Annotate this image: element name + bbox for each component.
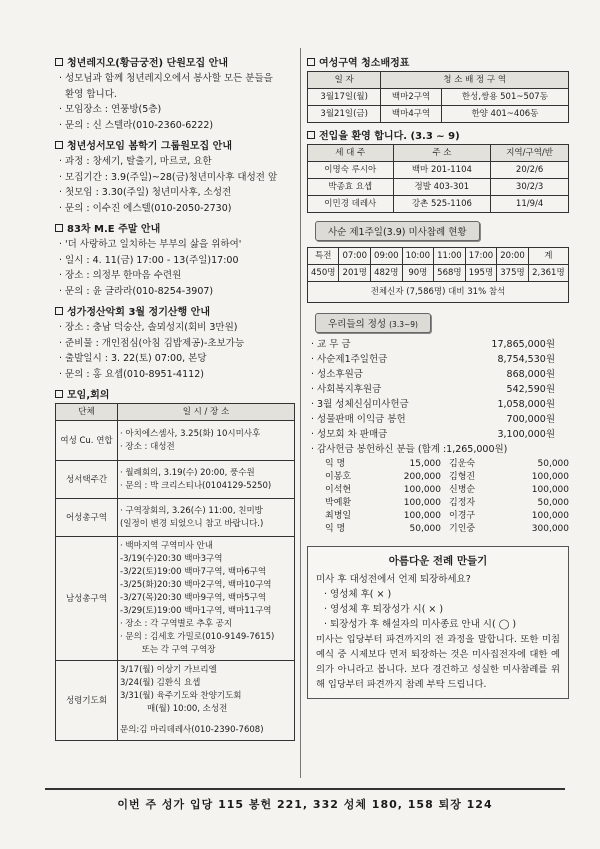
table-cell: 강촌 525-1106 xyxy=(393,196,491,213)
liturgy-option: · 영성체 후( × ) xyxy=(324,588,392,600)
donor-name: 이봉호 xyxy=(325,471,352,482)
text-line: · 문의 : 이수진 에스텔(010-2050-2730) xyxy=(59,202,232,214)
schedule-line: 3/31(월) 육주기도와 찬양기도회 xyxy=(120,691,242,701)
donor-amount: 100,000 xyxy=(531,471,569,482)
offering-label: · 성모회 차 판매금 xyxy=(311,429,388,440)
count-cell: 90명 xyxy=(402,265,434,282)
text-line: · 모임장소 : 연풍방(5층) xyxy=(59,104,162,115)
table-header: 청 소 배 정 구 역 xyxy=(381,72,569,89)
table-row xyxy=(308,196,569,213)
donor-name: 박예환 xyxy=(325,497,352,508)
schedule-line: 문의:김 마리데레사(010-2390-7608) xyxy=(120,725,264,735)
text-line: · 첫모임 : 3.30(주일) 청년미사후, 소성전 xyxy=(59,187,232,198)
table-cell: 정발 403-301 xyxy=(393,179,491,196)
text-line: · '더 사랑하고 일치하는 부부의 삶을 위하여' xyxy=(59,239,242,250)
group-cell: 남성총구역 xyxy=(56,537,118,661)
donor-name: 이석현 xyxy=(325,484,352,495)
cleaning-table xyxy=(307,71,569,123)
table-row xyxy=(56,661,295,741)
count-cell: 201명 xyxy=(339,265,371,282)
text-line: · 문의 : 신 스텔라(010-2360-6222) xyxy=(59,119,214,131)
donor-name: 김형진 xyxy=(449,471,476,482)
offering-label: · 교 무 금 xyxy=(311,339,351,350)
section-title: 청년레지오(황금궁전) 단원모집 안내 xyxy=(67,58,229,69)
text-line: · 출발일시 : 3. 22(토) 07:00, 본당 xyxy=(59,353,207,364)
offering-amount: 3,100,000원 xyxy=(497,429,555,440)
offering-label: · 3월 성체신심미사헌금 xyxy=(311,399,409,410)
liturgy-paragraph: 미사는 입당부터 파견까지의 전 과정을 말합니다. 또한 미침예식 중 시제보다 먼저 퇴장하는 것은 미사집전자에 대한 예의가 아니라고 봅니다. 보다 경건하고 성실한 미사참례를 위해 입당부터 파견까지 참례 부탁 드립니다. xyxy=(316,633,560,690)
schedule-line: · 월례회의, 3.19(수) 20:00, 풍수원 xyxy=(120,467,255,478)
group-cell: 성령기도회 xyxy=(56,661,118,741)
donor-amount: 50,000 xyxy=(537,497,569,508)
liturgy-box xyxy=(307,546,569,699)
time-header: 특전 xyxy=(308,248,339,265)
section-title: 여성구역 청소배정표 xyxy=(319,58,410,69)
table-row xyxy=(56,537,295,661)
offering-row xyxy=(307,382,569,397)
schedule-line: -3/22(토)19:00 백마7구역, 백마6구역 xyxy=(120,567,267,577)
square-bullet-icon xyxy=(55,58,63,66)
hiking-club-section xyxy=(55,303,295,382)
group-cell: 여성 Cu. 연합 xyxy=(56,421,118,461)
count-cell: 2,361명 xyxy=(528,265,568,282)
table-cell: 3월17일(월) xyxy=(308,89,381,106)
schedule-line: 또는 각 구역 구역장 xyxy=(120,645,216,655)
schedule-line: -3/27(목)20:30 백마9구역, 백마5구역 xyxy=(120,593,267,603)
offering-amount: 8,754,530원 xyxy=(497,354,555,365)
youth-legio-section xyxy=(55,54,295,133)
table-row xyxy=(308,179,569,196)
left-column xyxy=(55,50,295,741)
text-line: · 장소 : 의정부 한마음 수련원 xyxy=(59,270,182,281)
table-row xyxy=(308,106,569,123)
text-line: · 문의 : 홍 요셉(010-8951-4112) xyxy=(59,368,204,380)
offering-label: · 사회복지후원금 xyxy=(311,384,382,395)
schedule-cell xyxy=(118,537,295,661)
summary-cell: 전체신자 (7,586명) 대비 31% 참석 xyxy=(308,282,569,303)
table-header-row xyxy=(308,145,569,162)
time-header: 계 xyxy=(528,248,568,265)
offering-label: · 성소후원금 xyxy=(311,369,363,380)
offering-amount: 1,058,000원 xyxy=(497,399,555,410)
table-header: 지역/구역/반 xyxy=(491,145,569,162)
table-row xyxy=(308,89,569,106)
offerings-period: (3.3~9) xyxy=(389,320,418,329)
count-cell: 375명 xyxy=(497,265,529,282)
table-cell: 백마4구역 xyxy=(381,106,441,123)
table-cell: 이민경 데레사 xyxy=(308,196,394,213)
text-line: · 과정 : 창세기, 탈출기, 마르코, 요한 xyxy=(59,156,212,167)
donor-name: 익 명 xyxy=(325,523,346,534)
table-row xyxy=(56,499,295,537)
square-bullet-icon xyxy=(55,390,63,398)
liturgy-question: 미사 후 대성전에서 언제 퇴장하세요? xyxy=(316,573,471,585)
offering-amount: 700,000원 xyxy=(506,414,555,425)
donor-name: 김정자 xyxy=(449,497,476,508)
welcome-table xyxy=(307,144,569,213)
donor-name: 신병순 xyxy=(449,484,476,495)
square-bullet-icon xyxy=(55,141,63,149)
table-row xyxy=(308,265,569,282)
table-cell: 백마2구역 xyxy=(381,89,441,106)
schedule-line: (일정이 변경 되었으니 참고 바랍니다.) xyxy=(120,518,264,529)
offering-row xyxy=(307,412,569,427)
donor-name: 최병일 xyxy=(325,510,352,521)
donor-amount: 100,000 xyxy=(403,484,441,495)
schedule-cell xyxy=(118,661,295,741)
text-line: · 준비물 : 개인점심(아침 김밥제공)-초보가능 xyxy=(59,337,245,349)
offering-row xyxy=(307,397,569,412)
donor-amount: 100,000 xyxy=(403,510,441,521)
text-line: · 모집기간 : 3.9(주일)~28(금)청년미사후 대성전 앞 xyxy=(59,171,278,183)
offering-amount: 17,865,000원 xyxy=(491,339,555,350)
schedule-cell xyxy=(118,421,295,461)
offerings-title xyxy=(315,313,431,333)
schedule-line: · 장소 : 각 구역별로 추후 공지 xyxy=(120,619,233,629)
time-header: 10:00 xyxy=(402,248,434,265)
column-divider xyxy=(300,48,301,778)
schedule-line: · 문의 : 박 크리스티나(0104129-5250) xyxy=(120,480,272,491)
table-cell: 백마 201-1104 xyxy=(393,162,491,179)
table-row xyxy=(56,421,295,461)
group-cell: 어성총구역 xyxy=(56,499,118,537)
section-title: 성가정산악회 3월 정기산행 안내 xyxy=(67,307,210,318)
section-title: 전입을 환영 합니다. (3.3 ~ 9) xyxy=(319,131,460,142)
table-header: 단체 xyxy=(56,404,118,421)
me-weekend-section xyxy=(55,220,295,299)
square-bullet-icon xyxy=(307,58,315,66)
schedule-line: · 아치에스셈사, 3.25(화) 10시미사후 xyxy=(120,428,261,439)
table-row xyxy=(56,461,295,499)
offering-label: · 사순제1주일헌금 xyxy=(311,354,388,365)
table-header: 일 시 / 장 소 xyxy=(118,404,295,421)
donor-name: 익 명 xyxy=(325,458,346,469)
text-line: · 성모님과 함께 청년레지오에서 봉사할 모든 분들을 xyxy=(59,73,273,84)
welcome-section xyxy=(307,127,569,213)
schedule-line: 3/24(월) 김환식 요셉 xyxy=(120,678,201,688)
count-cell: 195명 xyxy=(465,265,497,282)
table-cell: 이명숙 루시아 xyxy=(308,162,394,179)
schedule-cell xyxy=(118,461,295,499)
schedule-line: · 구역장회의, 3.26(수) 11:00, 친미방 xyxy=(120,505,263,516)
time-header: 20:00 xyxy=(497,248,529,265)
section-title: 83차 M.E 주말 안내 xyxy=(67,224,161,235)
square-bullet-icon xyxy=(307,131,315,139)
hymn-footer: 이번 주 성가 입당 115 봉헌 221, 332 성체 180, 158 퇴장 124 xyxy=(45,788,565,812)
donor-amount: 15,000 xyxy=(409,458,441,469)
schedule-line: 3/17(월) 이상기 가브리엘 xyxy=(120,665,217,675)
donor-amount: 300,000 xyxy=(531,523,569,534)
meetings-section xyxy=(55,386,295,741)
offering-row xyxy=(307,352,569,367)
table-header-row xyxy=(308,248,569,265)
right-column xyxy=(307,50,569,699)
table-cell: 20/2/6 xyxy=(491,162,569,179)
time-header: 09:00 xyxy=(371,248,403,265)
attendance-section xyxy=(307,221,569,303)
offering-row xyxy=(307,367,569,382)
time-header: 11:00 xyxy=(434,248,466,265)
schedule-line: · 장소 : 대성전 xyxy=(120,441,175,452)
table-header: 세 대 주 xyxy=(308,145,394,162)
offering-amount: 542,590원 xyxy=(506,384,555,395)
table-cell: 한양 401~406동 xyxy=(441,106,568,123)
schedule-line: -3/19(수)20:30 백마3구역 xyxy=(120,554,223,564)
donor-amount: 100,000 xyxy=(531,484,569,495)
table-cell: 11/9/4 xyxy=(491,196,569,213)
bulletin-page xyxy=(45,40,569,820)
youth-bible-section xyxy=(55,137,295,216)
text-line: · 일시 : 4. 11(금) 17:00 - 13(주일)17:00 xyxy=(59,254,239,266)
time-header: 17:00 xyxy=(465,248,497,265)
schedule-line: -3/29(토)19:00 백마1구역, 백마11구역 xyxy=(120,606,272,616)
offering-label: · 성물판매 이익금 봉헌 xyxy=(311,414,406,425)
offering-row xyxy=(307,427,569,442)
table-cell: 한성,쌍용 501~507동 xyxy=(441,89,568,106)
offering-amount: 868,000원 xyxy=(506,369,555,380)
liturgy-option: · 퇴장성가 후 해설자의 미사종료 안내 시( ◯ ) xyxy=(324,618,517,630)
donor-name: 기인중 xyxy=(449,523,476,534)
table-row xyxy=(308,162,569,179)
count-cell: 568명 xyxy=(434,265,466,282)
donor-name: 이경구 xyxy=(449,510,476,521)
donor-name: 김운숙 xyxy=(449,458,476,469)
section-title: 청년성서모임 봄학기 그룹원모집 안내 xyxy=(67,141,233,152)
donor-amount: 100,000 xyxy=(403,497,441,508)
schedule-line: · 백마지역 구역미사 안내 xyxy=(120,541,213,551)
table-row xyxy=(308,282,569,303)
time-header: 07:00 xyxy=(339,248,371,265)
attendance-title: 사순 제1주일(3.9) 미사참례 현황 xyxy=(315,221,480,241)
schedule-cell xyxy=(118,499,295,537)
text-line: 환영 합니다. xyxy=(65,88,117,100)
count-cell: 450명 xyxy=(308,265,339,282)
offerings-title-text: 우리들의 정성 xyxy=(328,319,387,330)
table-cell: 30/2/3 xyxy=(491,179,569,196)
donor-amount: 50,000 xyxy=(537,458,569,469)
section-title: 모임,회의 xyxy=(67,390,110,401)
donor-amount: 200,000 xyxy=(403,471,441,482)
text-line: · 장소 : 충남 덕숭산, 솔뫼성지(회비 3만원) xyxy=(59,322,238,333)
count-cell: 482명 xyxy=(371,265,403,282)
text-line: · 문의 : 윤 글라라(010-8254-3907) xyxy=(59,285,214,297)
cleaning-section xyxy=(307,54,569,123)
table-header: 주 소 xyxy=(393,145,491,162)
gratitude-heading: · 감사헌금 봉헌하신 분들 (합계 :1,265,000원) xyxy=(311,444,508,455)
schedule-line: -3/25(화)20:30 백마2구역, 백마10구역 xyxy=(120,580,272,590)
liturgy-option: · 영성체 후 퇴장성가 시( × ) xyxy=(324,603,444,615)
donor-grid xyxy=(307,458,569,536)
donor-amount: 100,000 xyxy=(531,510,569,521)
meetings-table xyxy=(55,403,295,741)
offering-row xyxy=(307,337,569,352)
square-bullet-icon xyxy=(55,307,63,315)
table-cell: 3월21일(금) xyxy=(308,106,381,123)
liturgy-title: 아름다운 전례 만들기 xyxy=(388,554,488,567)
table-header: 일 자 xyxy=(308,72,381,89)
donor-amount: 50,000 xyxy=(409,523,441,534)
schedule-line: · 문의 : 김세호 가밀로(010-9149-7615) xyxy=(120,632,275,642)
table-header-row xyxy=(56,404,295,421)
schedule-line: 매(월) 10:00, 소성전 xyxy=(120,704,228,714)
offerings-section xyxy=(307,313,569,536)
group-cell: 성서택주간 xyxy=(56,461,118,499)
table-cell: 박종효 요셉 xyxy=(308,179,394,196)
attendance-table xyxy=(307,247,569,303)
table-header-row xyxy=(308,72,569,89)
square-bullet-icon xyxy=(55,224,63,232)
schedule-line xyxy=(120,716,292,724)
